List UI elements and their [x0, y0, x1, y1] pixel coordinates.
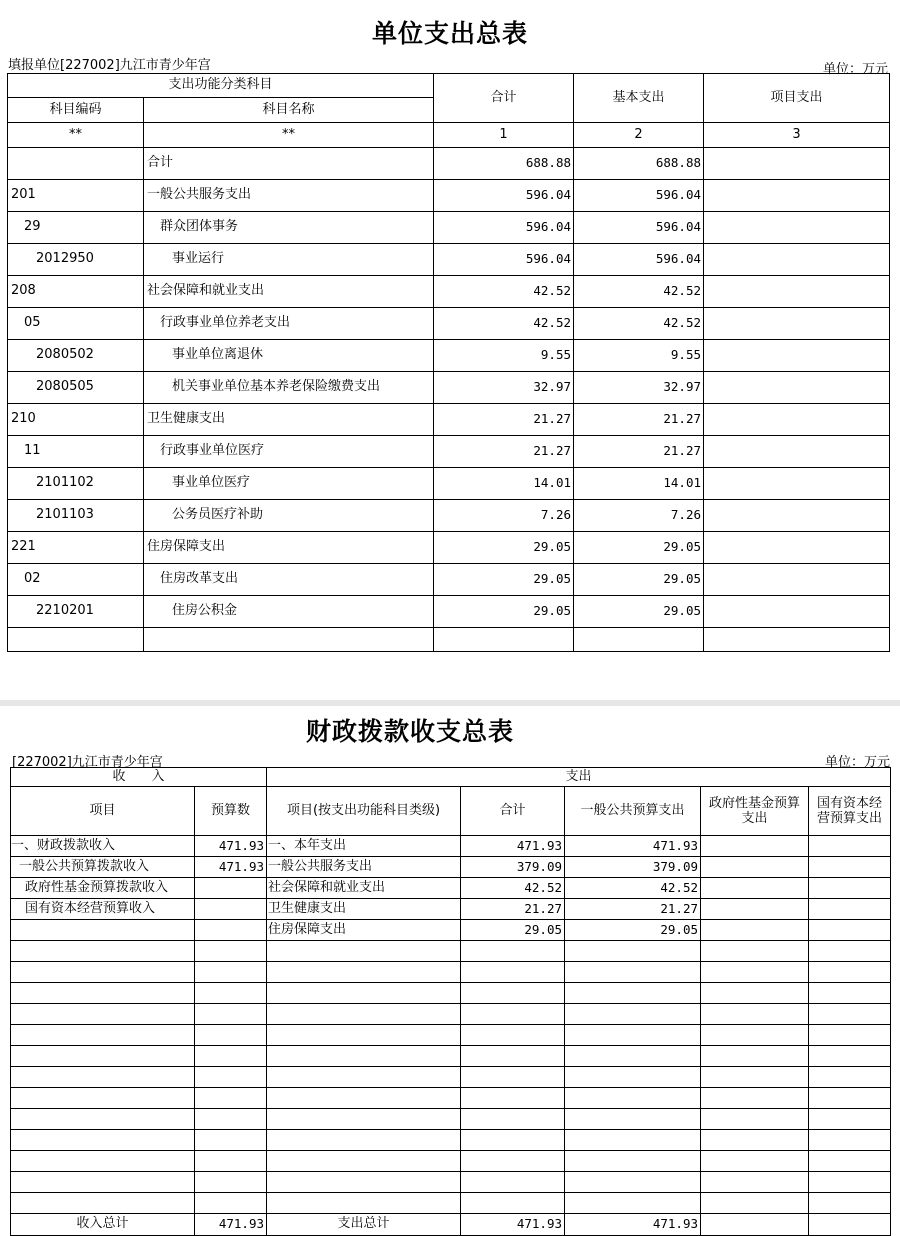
table-row	[8, 468, 890, 500]
empty-cell	[267, 1109, 461, 1130]
project-cell	[704, 500, 890, 532]
empty-cell	[11, 1004, 195, 1025]
total-cell: 42.52	[434, 308, 574, 340]
index-cell: **	[144, 123, 434, 148]
index-cell: 2	[574, 123, 704, 148]
table-row	[11, 836, 891, 857]
header-income-item: 项目	[11, 787, 195, 836]
income-cell: 国有资本经营预算收入	[11, 899, 195, 920]
empty-cell	[11, 1088, 195, 1109]
code-cell: 02	[8, 564, 144, 596]
header-subject-name: 科目名称	[144, 98, 434, 123]
total-cell: 32.97	[434, 372, 574, 404]
header-total: 合计	[461, 787, 565, 836]
name-cell: 事业单位离退休	[144, 340, 434, 372]
empty-cell	[809, 1067, 891, 1088]
empty-row	[11, 1172, 891, 1193]
empty-cell	[565, 1151, 701, 1172]
empty-cell	[809, 1004, 891, 1025]
project-cell	[704, 212, 890, 244]
state-capital-total-value	[809, 1214, 891, 1236]
header-function-category: 支出功能分类科目	[8, 74, 434, 98]
section-divider	[0, 700, 900, 706]
project-cell	[704, 596, 890, 628]
budget-cell: 471.93	[195, 857, 267, 878]
income-cell	[11, 920, 195, 941]
empty-cell	[701, 1193, 809, 1214]
expense-cell: 住房保障支出	[267, 920, 461, 941]
basic-cell: 7.26	[574, 500, 704, 532]
state-capital-cell	[809, 878, 891, 899]
state-capital-cell	[809, 836, 891, 857]
empty-cell	[809, 983, 891, 1004]
code-cell: 221	[8, 532, 144, 564]
table-row	[11, 920, 891, 941]
name-cell: 住房改革支出	[144, 564, 434, 596]
empty-cell	[809, 1151, 891, 1172]
empty-cell	[267, 1046, 461, 1067]
project-cell	[704, 180, 890, 212]
empty-cell	[701, 1046, 809, 1067]
total-cell: 14.01	[434, 468, 574, 500]
empty-cell	[267, 1130, 461, 1151]
general-cell: 42.52	[565, 878, 701, 899]
empty-cell	[461, 1109, 565, 1130]
gov-fund-total-value	[701, 1214, 809, 1236]
table2-unit-info: [227002]九江市青少年宫	[12, 755, 163, 770]
header-expense-item: 项目(按支出功能科目类级)	[267, 787, 461, 836]
basic-cell: 29.05	[574, 532, 704, 564]
empty-rows	[11, 941, 891, 1214]
general-total-value: 471.93	[565, 1214, 701, 1236]
total-cell: 29.05	[434, 532, 574, 564]
code-cell: 2012950	[8, 244, 144, 276]
name-cell: 合计	[144, 148, 434, 180]
empty-cell	[195, 1067, 267, 1088]
empty-cell	[565, 1025, 701, 1046]
code-cell	[8, 148, 144, 180]
empty-cell	[461, 1046, 565, 1067]
empty-cell	[565, 962, 701, 983]
unit-expense-table	[7, 73, 890, 652]
total-cell: 7.26	[434, 500, 574, 532]
table-row	[8, 436, 890, 468]
empty-cell	[701, 983, 809, 1004]
empty-row	[11, 1109, 891, 1130]
general-cell: 471.93	[565, 836, 701, 857]
empty-cell	[195, 983, 267, 1004]
empty-cell	[701, 1004, 809, 1025]
empty-cell	[11, 983, 195, 1004]
table-row	[8, 180, 890, 212]
basic-cell: 9.55	[574, 340, 704, 372]
empty-cell	[11, 941, 195, 962]
index-row	[8, 123, 890, 148]
name-cell: 事业运行	[144, 244, 434, 276]
table1-unit-label: 单位：万元	[822, 62, 888, 77]
table2-title: 财政拨款收支总表	[305, 717, 514, 746]
empty-cell	[701, 1130, 809, 1151]
basic-cell: 596.04	[574, 212, 704, 244]
table-row	[11, 878, 891, 899]
empty-cell	[11, 1193, 195, 1214]
code-cell: 29	[8, 212, 144, 244]
empty-cell	[195, 1046, 267, 1067]
empty-cell	[565, 1046, 701, 1067]
total-cell: 21.27	[434, 404, 574, 436]
table-row	[11, 857, 891, 878]
code-cell: 11	[8, 436, 144, 468]
empty-cell	[267, 1004, 461, 1025]
project-cell	[704, 564, 890, 596]
empty-cell	[11, 1172, 195, 1193]
name-cell: 社会保障和就业支出	[144, 276, 434, 308]
empty-cell	[565, 1193, 701, 1214]
empty-cell	[11, 1025, 195, 1046]
name-cell: 群众团体事务	[144, 212, 434, 244]
gov-fund-cell	[701, 899, 809, 920]
total-cell	[434, 628, 574, 652]
project-cell	[704, 276, 890, 308]
total-cell: 9.55	[434, 340, 574, 372]
empty-cell	[11, 1130, 195, 1151]
empty-cell	[565, 983, 701, 1004]
total-cell: 379.09	[461, 857, 565, 878]
code-cell: 2080502	[8, 340, 144, 372]
empty-cell	[701, 941, 809, 962]
general-cell: 21.27	[565, 899, 701, 920]
code-cell: 208	[8, 276, 144, 308]
basic-cell: 21.27	[574, 436, 704, 468]
empty-cell	[195, 1130, 267, 1151]
empty-row	[11, 1193, 891, 1214]
expense-total-value: 471.93	[461, 1214, 565, 1236]
table-row	[8, 500, 890, 532]
empty-cell	[195, 1193, 267, 1214]
empty-cell	[195, 1109, 267, 1130]
total-cell: 688.88	[434, 148, 574, 180]
gov-fund-cell	[701, 857, 809, 878]
empty-cell	[809, 962, 891, 983]
project-cell	[704, 532, 890, 564]
table-row	[8, 148, 890, 180]
empty-cell	[195, 1151, 267, 1172]
budget-cell	[195, 920, 267, 941]
project-cell	[704, 372, 890, 404]
empty-cell	[267, 962, 461, 983]
empty-cell	[267, 1088, 461, 1109]
total-cell: 29.05	[461, 920, 565, 941]
gov-fund-cell	[701, 920, 809, 941]
empty-cell	[195, 1088, 267, 1109]
project-cell	[704, 628, 890, 652]
total-cell: 42.52	[434, 276, 574, 308]
total-cell: 596.04	[434, 212, 574, 244]
empty-row	[11, 1088, 891, 1109]
basic-cell: 32.97	[574, 372, 704, 404]
table1-unit-info: 填报单位[227002]九江市青少年宫	[8, 58, 211, 73]
table-row	[8, 276, 890, 308]
income-total-label: 收入总计	[11, 1214, 195, 1236]
total-cell: 596.04	[434, 244, 574, 276]
basic-cell: 688.88	[574, 148, 704, 180]
total-cell: 471.93	[461, 836, 565, 857]
table-row	[8, 404, 890, 436]
budget-cell	[195, 899, 267, 920]
name-cell: 住房保障支出	[144, 532, 434, 564]
empty-cell	[701, 1109, 809, 1130]
expense-total-label: 支出总计	[267, 1214, 461, 1236]
table-row	[8, 628, 890, 652]
empty-cell	[701, 1067, 809, 1088]
name-cell: 公务员医疗补助	[144, 500, 434, 532]
header-budget: 预算数	[195, 787, 267, 836]
basic-cell: 596.04	[574, 244, 704, 276]
empty-cell	[565, 1130, 701, 1151]
basic-cell: 29.05	[574, 596, 704, 628]
empty-cell	[461, 1172, 565, 1193]
project-cell	[704, 404, 890, 436]
expense-cell: 一、本年支出	[267, 836, 461, 857]
budget-cell	[195, 878, 267, 899]
empty-cell	[565, 1109, 701, 1130]
empty-cell	[701, 1088, 809, 1109]
empty-cell	[195, 1004, 267, 1025]
empty-cell	[701, 1025, 809, 1046]
expense-cell: 社会保障和就业支出	[267, 878, 461, 899]
empty-cell	[809, 1109, 891, 1130]
name-cell: 机关事业单位基本养老保险缴费支出	[144, 372, 434, 404]
empty-row	[11, 1025, 891, 1046]
empty-cell	[267, 1067, 461, 1088]
empty-cell	[809, 1088, 891, 1109]
index-cell: 1	[434, 123, 574, 148]
code-cell	[8, 628, 144, 652]
state-capital-cell	[809, 920, 891, 941]
total-cell: 42.52	[461, 878, 565, 899]
empty-cell	[195, 941, 267, 962]
name-cell: 行政事业单位养老支出	[144, 308, 434, 340]
empty-cell	[701, 1151, 809, 1172]
empty-cell	[11, 1109, 195, 1130]
basic-cell: 21.27	[574, 404, 704, 436]
empty-cell	[809, 1172, 891, 1193]
empty-row	[11, 1046, 891, 1067]
code-cell: 05	[8, 308, 144, 340]
project-cell	[704, 308, 890, 340]
project-cell	[704, 468, 890, 500]
table2-unit-label: 单位：万元	[824, 755, 890, 770]
table-row	[8, 596, 890, 628]
empty-row	[11, 1151, 891, 1172]
empty-cell	[195, 1172, 267, 1193]
totals-row	[11, 1214, 891, 1236]
empty-cell	[565, 1067, 701, 1088]
empty-cell	[267, 941, 461, 962]
table1-title: 单位支出总表	[371, 19, 528, 48]
empty-cell	[565, 1088, 701, 1109]
empty-cell	[195, 1025, 267, 1046]
general-cell: 379.09	[565, 857, 701, 878]
table-row	[8, 212, 890, 244]
empty-cell	[11, 1151, 195, 1172]
header-gov-fund-budget: 政府性基金预算支出	[701, 787, 809, 836]
index-cell: **	[8, 123, 144, 148]
empty-cell	[11, 1046, 195, 1067]
expense-cell: 一般公共服务支出	[267, 857, 461, 878]
header-project-expense: 项目支出	[704, 74, 890, 123]
total-cell: 21.27	[461, 899, 565, 920]
empty-cell	[461, 1151, 565, 1172]
empty-cell	[809, 1025, 891, 1046]
name-cell	[144, 628, 434, 652]
name-cell: 事业单位医疗	[144, 468, 434, 500]
code-cell: 2080505	[8, 372, 144, 404]
empty-cell	[267, 983, 461, 1004]
income-cell: 一、财政拨款收入	[11, 836, 195, 857]
empty-cell	[461, 1130, 565, 1151]
project-cell	[704, 244, 890, 276]
income-cell: 一般公共预算拨款收入	[11, 857, 195, 878]
state-capital-cell	[809, 899, 891, 920]
empty-cell	[701, 962, 809, 983]
empty-cell	[195, 962, 267, 983]
empty-cell	[11, 1067, 195, 1088]
name-cell: 行政事业单位医疗	[144, 436, 434, 468]
header-basic-expense: 基本支出	[574, 74, 704, 123]
code-cell: 201	[8, 180, 144, 212]
empty-row	[11, 962, 891, 983]
header-state-capital-budget: 国有资本经营预算支出	[809, 787, 891, 836]
basic-cell: 29.05	[574, 564, 704, 596]
empty-row	[11, 1130, 891, 1151]
empty-cell	[809, 1193, 891, 1214]
empty-cell	[565, 941, 701, 962]
code-cell: 2101102	[8, 468, 144, 500]
expense-cell: 卫生健康支出	[267, 899, 461, 920]
project-cell	[704, 436, 890, 468]
table-row	[8, 308, 890, 340]
table-row	[8, 532, 890, 564]
project-cell	[704, 340, 890, 372]
table-row	[8, 372, 890, 404]
empty-cell	[461, 1004, 565, 1025]
empty-row	[11, 983, 891, 1004]
header-total: 合计	[434, 74, 574, 123]
empty-cell	[809, 1130, 891, 1151]
code-cell: 2210201	[8, 596, 144, 628]
code-cell: 210	[8, 404, 144, 436]
empty-cell	[461, 1067, 565, 1088]
basic-cell: 596.04	[574, 180, 704, 212]
code-cell: 2101103	[8, 500, 144, 532]
empty-cell	[565, 1172, 701, 1193]
name-cell: 卫生健康支出	[144, 404, 434, 436]
general-cell: 29.05	[565, 920, 701, 941]
gov-fund-cell	[701, 836, 809, 857]
empty-cell	[809, 941, 891, 962]
income-cell: 政府性基金预算拨款收入	[11, 878, 195, 899]
table-row	[11, 899, 891, 920]
total-cell: 21.27	[434, 436, 574, 468]
gov-fund-cell	[701, 878, 809, 899]
fiscal-appropriation-table	[10, 767, 891, 1236]
empty-cell	[461, 1025, 565, 1046]
empty-cell	[461, 1193, 565, 1214]
header-subject-code: 科目编码	[8, 98, 144, 123]
empty-row	[11, 1004, 891, 1025]
table-row	[8, 564, 890, 596]
basic-cell	[574, 628, 704, 652]
empty-cell	[565, 1004, 701, 1025]
basic-cell: 42.52	[574, 308, 704, 340]
empty-cell	[701, 1172, 809, 1193]
income-total-value: 471.93	[195, 1214, 267, 1236]
empty-cell	[267, 1172, 461, 1193]
empty-cell	[11, 962, 195, 983]
empty-cell	[809, 1046, 891, 1067]
empty-cell	[461, 941, 565, 962]
state-capital-cell	[809, 857, 891, 878]
total-cell: 596.04	[434, 180, 574, 212]
index-cell: 3	[704, 123, 890, 148]
table-row	[8, 340, 890, 372]
empty-cell	[267, 1193, 461, 1214]
budget-cell: 471.93	[195, 836, 267, 857]
empty-cell	[461, 962, 565, 983]
name-cell: 住房公积金	[144, 596, 434, 628]
empty-cell	[267, 1151, 461, 1172]
basic-cell: 14.01	[574, 468, 704, 500]
name-cell: 一般公共服务支出	[144, 180, 434, 212]
header-income-group: 收 入	[11, 768, 267, 787]
empty-row	[11, 1067, 891, 1088]
empty-cell	[461, 983, 565, 1004]
empty-cell	[461, 1088, 565, 1109]
total-cell: 29.05	[434, 596, 574, 628]
total-cell: 29.05	[434, 564, 574, 596]
table-row	[8, 244, 890, 276]
empty-cell	[267, 1025, 461, 1046]
empty-row	[11, 941, 891, 962]
project-cell	[704, 148, 890, 180]
basic-cell: 42.52	[574, 276, 704, 308]
header-general-budget: 一般公共预算支出	[565, 787, 701, 836]
header-expense-group: 支出	[267, 768, 891, 787]
